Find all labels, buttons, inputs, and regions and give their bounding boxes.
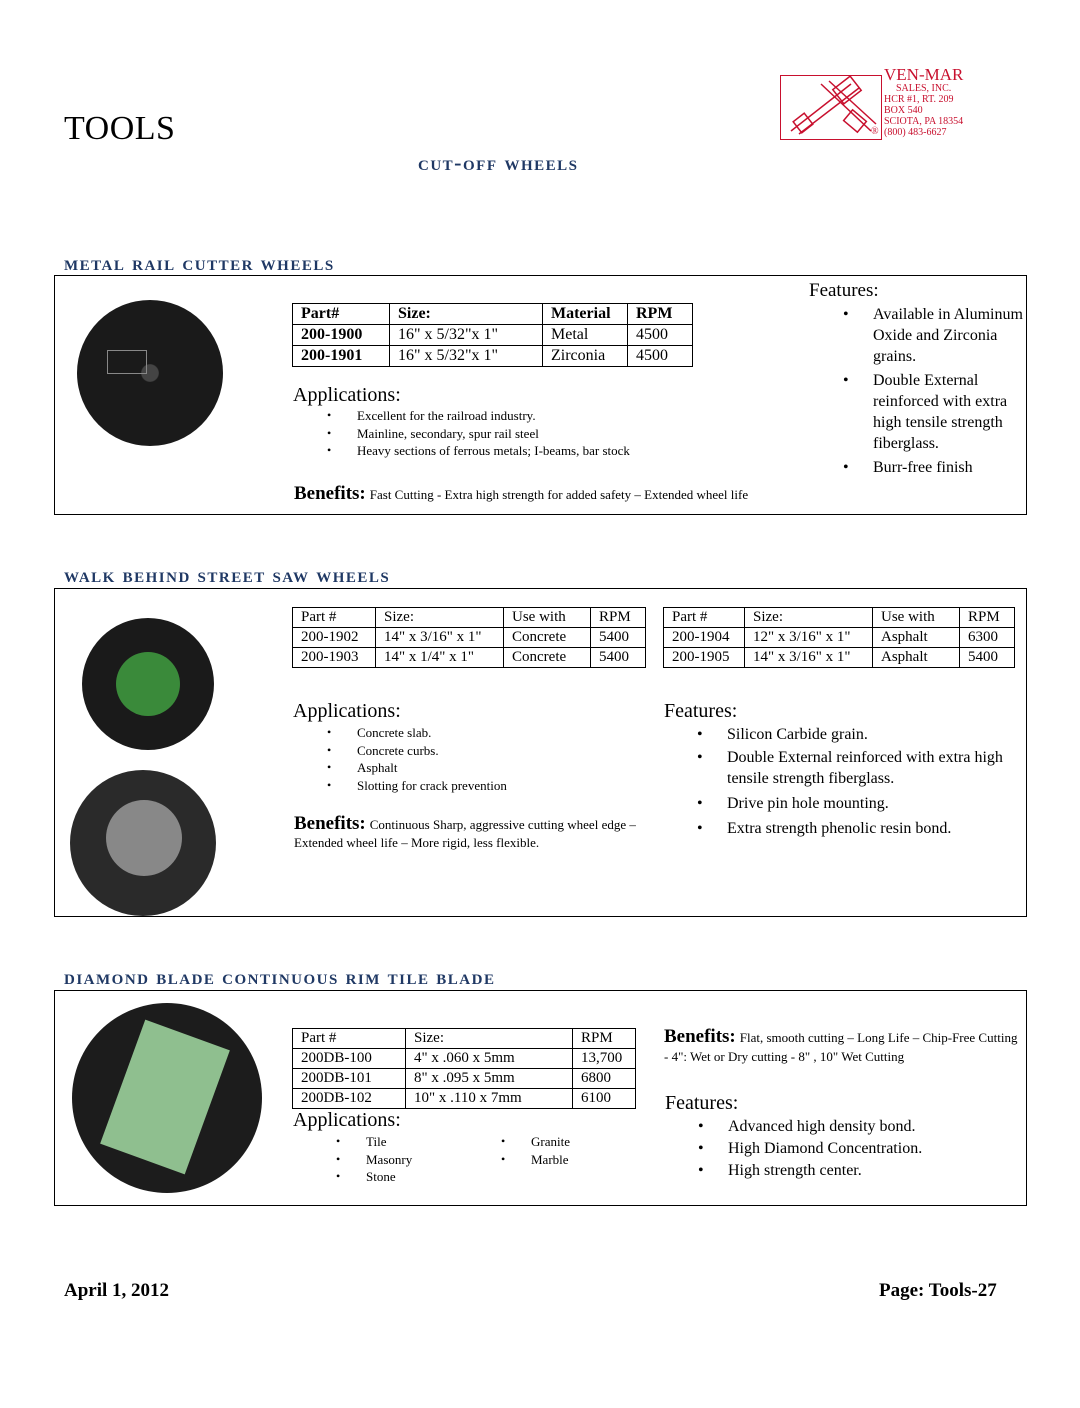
table-cell: Concrete <box>504 628 591 648</box>
list-item: • Silicon Carbide grain. <box>727 724 1017 745</box>
table-cell: 10" x .110 x 7mm <box>406 1089 573 1109</box>
table-cell: 12" x 3/16" x 1" <box>745 628 873 648</box>
logo-graphic-icon <box>781 76 881 139</box>
logo-name: VEN-MAR <box>884 65 964 84</box>
metal-rail-heading: metal rail cutter wheels <box>64 251 335 275</box>
list-item: • Marble <box>531 1151 631 1169</box>
list-item: • Stone <box>366 1168 486 1186</box>
applications-list-1 <box>366 1133 486 1186</box>
diamond-heading: diamond blade continuous rim tile blade <box>64 965 496 989</box>
table-cell: 16" x 5/32"x 1" <box>390 346 543 367</box>
list-item: • High Diamond Concentration. <box>728 1138 1018 1159</box>
features-list <box>727 724 1017 839</box>
table-cell: 200-1900 <box>293 325 390 346</box>
table-cell: 16" x 5/32"x 1" <box>390 325 543 346</box>
benefits-label: Benefits: <box>294 813 366 834</box>
list-item: • Excellent for the railroad industry. <box>357 407 777 425</box>
list-item: • Heavy sections of ferrous metals; I-beams, bar stock <box>357 442 777 460</box>
table-cell: Asphalt <box>873 648 960 668</box>
features-list <box>873 304 1023 478</box>
table-row <box>293 1089 636 1109</box>
table-header: Size: <box>745 608 873 628</box>
benefits-label: Benefits: <box>664 1026 736 1047</box>
table-row <box>293 325 693 346</box>
table-header: Part# <box>293 304 390 325</box>
diamond-blade-image <box>72 1003 262 1193</box>
list-item: • Granite <box>531 1133 631 1151</box>
table-cell: 4500 <box>628 346 693 367</box>
metal-rail-table <box>292 303 693 367</box>
features-title: Features: <box>809 280 879 301</box>
table-header: Material <box>543 304 628 325</box>
table-cell: 13,700 <box>573 1049 636 1069</box>
benefits-label: Benefits: <box>294 483 366 504</box>
benefits <box>294 483 894 505</box>
diamond-table <box>292 1028 636 1109</box>
logo-address-line: BOX 540 <box>884 105 923 116</box>
list-item: • Asphalt <box>357 759 657 777</box>
list-item: • Burr-free finish <box>873 457 1023 478</box>
table-header: Part # <box>293 608 376 628</box>
table-header: Use with <box>504 608 591 628</box>
table-header: Size: <box>376 608 504 628</box>
table-cell: 200-1905 <box>664 648 745 668</box>
features-list <box>728 1116 1018 1181</box>
table-row <box>293 648 646 668</box>
list-item: • Advanced high density bond. <box>728 1116 1018 1137</box>
table-header: Part # <box>293 1029 406 1049</box>
table-cell: 200-1904 <box>664 628 745 648</box>
table-header: Use with <box>873 608 960 628</box>
page-title: TOOLS <box>64 110 176 147</box>
ven-mar-logo <box>780 75 882 140</box>
list-item: • Masonry <box>366 1151 486 1169</box>
features-title: Features: <box>664 700 738 722</box>
benefits <box>294 815 639 852</box>
green-label-icon <box>116 652 180 716</box>
logo-address-line: (800) 483-6627 <box>884 127 947 138</box>
table-cell: 200-1902 <box>293 628 376 648</box>
list-item: • Available in Aluminum Oxide and Zirconia grains. <box>873 304 1023 367</box>
mercer-label-icon <box>107 350 147 374</box>
label-icon <box>106 800 182 876</box>
applications-title: Applications: <box>293 1109 401 1131</box>
main-heading: cut-off wheels <box>418 150 579 175</box>
street-saw-table-2 <box>663 607 1015 668</box>
list-item: • Slotting for crack prevention <box>357 777 657 795</box>
table-cell: 5400 <box>960 648 1015 668</box>
table-cell: 6300 <box>960 628 1015 648</box>
table-cell: 14" x 1/4" x 1" <box>376 648 504 668</box>
list-item: • Extra strength phenolic resin bond. <box>727 818 1017 839</box>
table-header: Size: <box>406 1029 573 1049</box>
table-cell: Zirconia <box>543 346 628 367</box>
table-row <box>293 1069 636 1089</box>
list-item: • Mainline, secondary, spur rail steel <box>357 425 777 443</box>
logo-text <box>884 66 963 138</box>
table-header-row <box>293 304 693 325</box>
table-row <box>664 628 1015 648</box>
table-cell: Asphalt <box>873 628 960 648</box>
table-cell: 4500 <box>628 325 693 346</box>
benefits <box>664 1027 1019 1066</box>
table-header-row <box>293 608 646 628</box>
applications-list <box>357 407 777 460</box>
logo-address-line: HCR #1, RT. 209 <box>884 94 954 105</box>
diamond-label-icon <box>100 1020 230 1175</box>
list-item: • High strength center. <box>728 1160 1018 1181</box>
list-item: • Drive pin hole mounting. <box>727 793 1017 814</box>
table-header: RPM <box>591 608 646 628</box>
table-cell: 14" x 3/16" x 1" <box>376 628 504 648</box>
logo-sub: SALES, INC. <box>896 83 952 94</box>
table-cell: 200DB-102 <box>293 1089 406 1109</box>
features-title: Features: <box>665 1092 739 1114</box>
table-row <box>293 628 646 648</box>
table-cell: 6800 <box>573 1069 636 1089</box>
table-cell: Metal <box>543 325 628 346</box>
benefits-text: Fast Cutting - Extra high strength for added safety – Extended wheel life <box>369 487 749 502</box>
street-saw-wheel-image-2 <box>70 770 216 916</box>
table-header: RPM <box>573 1029 636 1049</box>
table-header: Part # <box>664 608 745 628</box>
applications-list <box>357 724 657 794</box>
table-cell: 200-1903 <box>293 648 376 668</box>
table-cell: 6100 <box>573 1089 636 1109</box>
table-header: RPM <box>628 304 693 325</box>
applications-title: Applications: <box>293 700 401 722</box>
table-header-row <box>664 608 1015 628</box>
street-saw-wheel-image <box>82 618 214 750</box>
street-saw-table-1 <box>292 607 646 668</box>
list-item: • Double External reinforced with extra high tensile strength fiberglass. <box>727 747 1017 789</box>
table-cell: 5400 <box>591 648 646 668</box>
table-cell: 4" x .060 x 5mm <box>406 1049 573 1069</box>
list-item: • Tile <box>366 1133 486 1151</box>
table-cell: 200DB-100 <box>293 1049 406 1069</box>
street-saw-heading: walk behind street saw wheels <box>64 563 391 587</box>
table-row <box>664 648 1015 668</box>
table-cell: 5400 <box>591 628 646 648</box>
table-header: RPM <box>960 608 1015 628</box>
applications-list-2 <box>531 1133 631 1168</box>
list-item: • Concrete slab. <box>357 724 657 742</box>
benefits-text: Flat, smooth cutting – Long Life – Chip-Free Cutting - 4": Wet or Dry cutting - 8" , 10" Wet Cutting <box>664 1030 1018 1064</box>
footer-date: April 1, 2012 <box>64 1280 170 1301</box>
table-cell: Concrete <box>504 648 591 668</box>
applications-title: Applications: <box>293 384 401 406</box>
table-header: Size: <box>390 304 543 325</box>
table-cell: 200-1901 <box>293 346 390 367</box>
table-cell: 14" x 3/16" x 1" <box>745 648 873 668</box>
list-item: • Double External reinforced with extra high tensile strength fiberglass. <box>873 370 1023 454</box>
table-header-row <box>293 1029 636 1049</box>
table-cell: 8" x .095 x 5mm <box>406 1069 573 1089</box>
logo-address-line: SCIOTA, PA 18354 <box>884 116 964 127</box>
metal-rail-wheel-image <box>77 300 223 446</box>
registered-mark-icon: ® <box>871 126 879 137</box>
table-row <box>293 1049 636 1069</box>
table-cell: 200DB-101 <box>293 1069 406 1089</box>
footer-page: Page: Tools-27 <box>879 1280 997 1301</box>
table-row <box>293 346 693 367</box>
list-item: • Concrete curbs. <box>357 742 657 760</box>
benefits-text: Continuous Sharp, aggressive cutting wheel edge – Extended wheel life – More rigid, less flexible. <box>294 817 636 850</box>
